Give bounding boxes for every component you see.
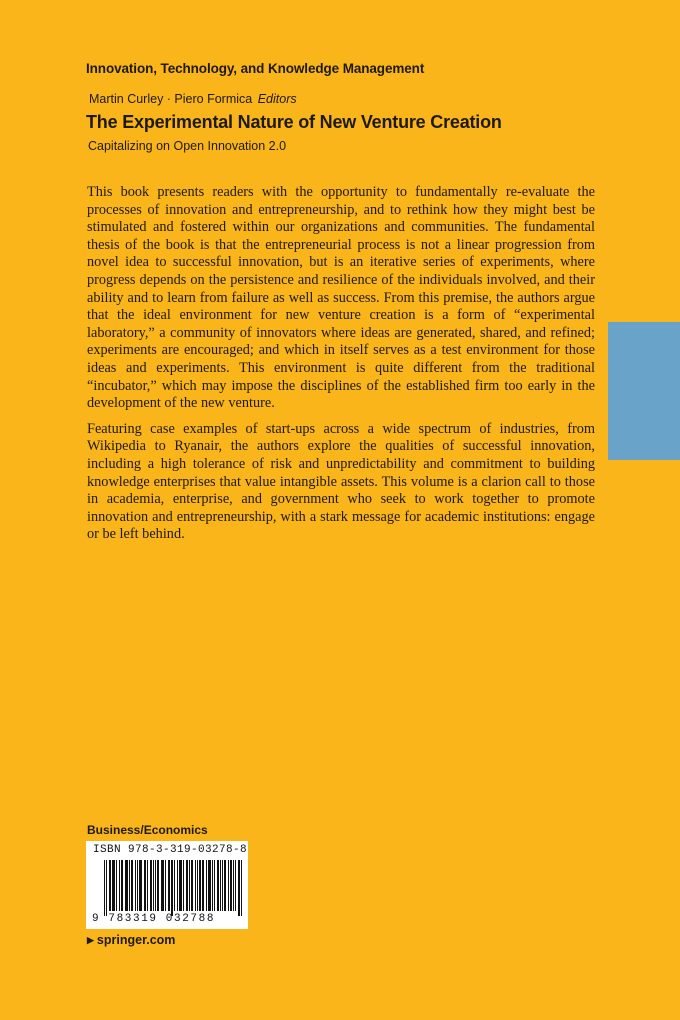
barcode-bar — [165, 860, 166, 911]
barcode-bar — [131, 860, 132, 911]
barcode-bar — [241, 860, 242, 916]
barcode-bar — [195, 860, 196, 911]
barcode-bar — [155, 860, 156, 911]
barcode-bar — [181, 860, 182, 911]
barcode-bar — [191, 860, 192, 911]
barcode-bar — [239, 860, 240, 916]
barcode-bar — [151, 860, 152, 911]
barcode-bar — [112, 860, 113, 911]
barcode-bar — [129, 860, 130, 911]
barcode-bar — [220, 860, 221, 911]
barcode-bar — [116, 860, 117, 911]
barcode-bar — [199, 860, 200, 911]
barcode-bar — [144, 860, 145, 911]
barcode-bar — [238, 860, 239, 916]
barcode-bar — [209, 860, 210, 911]
barcode-bar — [224, 860, 225, 911]
barcode — [86, 841, 248, 929]
arrow-icon: ▶ — [87, 935, 94, 945]
barcode-bar — [183, 860, 184, 911]
barcode-bar — [119, 860, 120, 911]
series-title: Innovation, Technology, and Knowledge Management — [86, 61, 425, 76]
barcode-bar — [106, 860, 107, 916]
barcode-bar — [177, 860, 178, 911]
barcode-bar — [206, 860, 207, 911]
barcode-bar — [104, 860, 105, 916]
barcode-bar — [147, 860, 148, 911]
color-tab — [608, 322, 680, 460]
publisher-link[interactable] — [87, 933, 175, 947]
barcode-bar — [139, 860, 140, 911]
barcode-bar — [137, 860, 138, 911]
barcode-bar — [210, 860, 211, 911]
barcode-bar — [161, 860, 162, 911]
barcode-bar — [153, 860, 154, 911]
book-title: The Experimental Nature of New Venture Creation — [86, 112, 502, 132]
barcode-bar — [203, 860, 204, 911]
barcode-bar — [150, 860, 151, 911]
barcode-bar — [126, 860, 127, 911]
barcode-bar — [231, 860, 232, 911]
barcode-bar — [187, 860, 188, 911]
barcode-digits: 9 783319 032788 — [92, 913, 216, 925]
barcode-bar — [233, 860, 234, 911]
barcode-bar — [162, 860, 163, 911]
barcode-bar — [171, 860, 172, 916]
barcode-bar — [174, 860, 175, 911]
publisher-link-text: springer.com — [96, 933, 176, 947]
barcode-bar — [125, 860, 126, 911]
editor-names: Martin Curley · Piero Formica — [89, 92, 253, 106]
barcode-bar — [217, 860, 218, 911]
barcode-bar — [135, 860, 136, 911]
barcode-bar — [186, 860, 187, 911]
editors-line — [89, 92, 297, 106]
barcode-bar — [145, 860, 146, 911]
barcode-bar — [141, 860, 142, 911]
blurb-paragraph-1: This book presents readers with the opportunity to fundamentally re-evaluate the processes of innovation and entrepreneurship, and to rethink how they might best be stimulated and fostered within our organizations and communities. The fundamental thesis of the book is that the entrepreneurial process is not a linear progression from novel idea to successful innovation, but is an iterative series of experiments, where progress depends on the persistence and resilience of the individuals involved, and their ability and to learn from failure as well as success. From this premise, the authors argue that the ideal environment for new venture creation is a form of “experimental laboratory,” a community of innovators where ideas are generated, shared, and refined; experiments are encouraged; and which in itself serves as a test environment for those ideas and experiments. This environment is quite different from the traditional “incubator,” which may impose the disciplines of the established firm too early in the development of the new venture. — [87, 184, 595, 412]
barcode-bar — [109, 860, 110, 911]
blurb-paragraph-2: Featuring case examples of start-ups across a wide spectrum of industries, from Wikipedia to Ryanair, the authors explore the qualities of successful innovation, including a high tolerance of risk and unpredictability and commitment to building knowledge enterprises that value intangible assets. This volume is a clarion call to those in academia, enterprise, and government who seek to work together to promote innovation and entrepreneurship, with a stark message for academic institutions: engage or be left behind. — [87, 420, 595, 543]
barcode-bar — [122, 860, 123, 911]
subject-category: Business/Economics — [87, 823, 208, 837]
barcode-bar — [222, 860, 223, 911]
barcode-bar — [192, 860, 193, 911]
barcode-bar — [163, 860, 164, 911]
barcode-bar — [172, 860, 173, 916]
blurb — [87, 184, 595, 552]
barcode-bar — [197, 860, 198, 911]
barcode-bar — [200, 860, 201, 911]
barcode-bar — [127, 860, 128, 911]
barcode-bar — [189, 860, 190, 911]
barcode-bar — [228, 860, 229, 911]
editors-role: Editors — [257, 92, 297, 106]
barcode-bar — [179, 860, 180, 911]
barcode-bar — [113, 860, 114, 911]
barcode-bar — [121, 860, 122, 911]
barcode-bar — [235, 860, 236, 911]
barcode-bar — [202, 860, 203, 911]
barcode-bar — [110, 860, 111, 911]
barcode-bar — [140, 860, 141, 911]
barcode-bar — [212, 860, 213, 911]
barcode-bar — [157, 860, 158, 911]
barcode-bar — [225, 860, 226, 911]
isbn-label: ISBN 978-3-319-03278-8 — [93, 844, 248, 856]
barcode-bar — [218, 860, 219, 911]
barcode-bar — [168, 860, 169, 911]
barcode-bar — [169, 860, 170, 911]
barcode-bar — [114, 860, 115, 911]
barcode-bar — [214, 860, 215, 911]
barcode-bar — [230, 860, 231, 911]
barcode-bar — [158, 860, 159, 911]
barcode-bar — [180, 860, 181, 911]
book-subtitle: Capitalizing on Open Innovation 2.0 — [88, 139, 287, 153]
barcode-bar — [132, 860, 133, 911]
barcode-bar — [208, 860, 209, 911]
